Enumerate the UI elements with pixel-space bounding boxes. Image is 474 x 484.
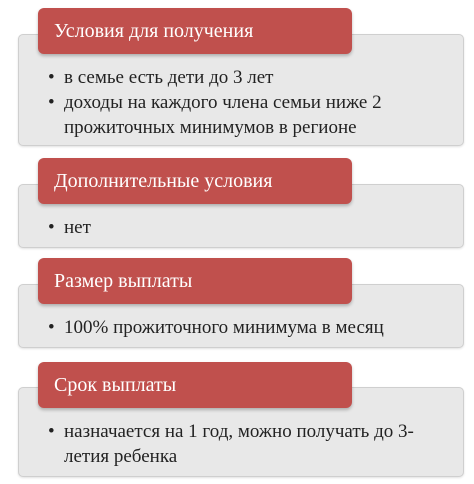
section-conditions-list: [48, 65, 455, 140]
bullet-icon: •: [48, 92, 55, 113]
section-payment-term-list: [48, 419, 455, 469]
bullet-icon: •: [48, 421, 55, 442]
list-item-text: доходы на каждого члена семьи ниже 2 прожиточных минимумов в регионе: [64, 92, 382, 138]
list-item-text: нет: [64, 217, 91, 238]
list-item: [48, 315, 455, 340]
section-payment-size-header: Размер выплаты: [38, 258, 352, 304]
list-item: [48, 215, 455, 240]
section-additional-header: Дополнительные условия: [38, 158, 352, 204]
list-item-text: назначается на 1 год, можно получать до 3-летия ребенка: [64, 421, 414, 467]
bullet-icon: •: [48, 317, 55, 338]
bullet-icon: •: [48, 67, 55, 88]
section-conditions-header: Условия для получения: [38, 8, 352, 54]
bullet-icon: •: [48, 217, 55, 238]
list-item: [48, 65, 455, 90]
list-item-text: в семье есть дети до 3 лет: [64, 67, 274, 88]
section-additional-list: [48, 215, 455, 240]
section-payment-size-list: [48, 315, 455, 340]
section-payment-term-header: Срок выплаты: [38, 362, 352, 408]
list-item: [48, 90, 455, 140]
list-item: [48, 419, 455, 469]
list-item-text: 100% прожиточного минимума в месяц: [64, 317, 384, 338]
